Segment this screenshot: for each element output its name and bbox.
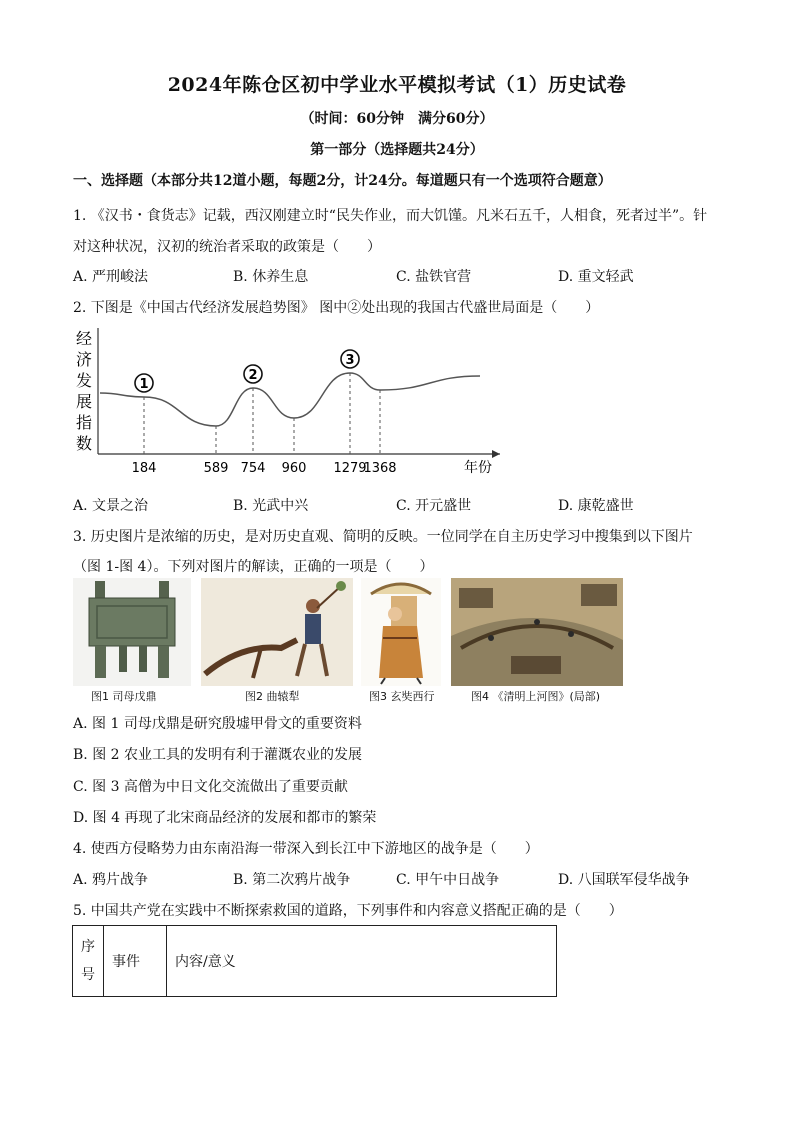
x-axis-arrow xyxy=(492,450,500,458)
q5-table xyxy=(72,925,557,997)
figure-3 xyxy=(361,578,441,703)
q5-header-index-text xyxy=(81,933,95,989)
q1-options xyxy=(73,266,733,286)
economy-trend-chart xyxy=(70,328,510,482)
q5-header-content: 内容/意义 xyxy=(167,926,557,997)
figure-2 xyxy=(201,578,353,703)
q3-stem-line1: 3. 历史图片是浓缩的历史，是对历史直观、简明的反映。一位同学在自主历史学习中搜集到以下图片 xyxy=(73,529,693,545)
q4-stem-line1: 4. 使西方侵略势力由东南沿海一带深入到长江中下游地区的战争是（ ） xyxy=(73,841,539,857)
x-tick-labels xyxy=(132,461,397,476)
marker-label-3: 3 xyxy=(345,353,355,368)
marker-label-1: 1 xyxy=(139,377,149,392)
q1-stem-line1: 1. 《汉书・食货志》记载，西汉刚建立时“民失作业，而大饥馑。凡米石五千，人相食，死者过半”。针 xyxy=(73,208,708,224)
x-tick-1279: 1279 xyxy=(333,461,367,476)
q2-options xyxy=(73,495,733,515)
trend-line xyxy=(100,373,480,426)
q3-option-a[interactable]: A. 图 1 司母戊鼎是研究殷墟甲骨文的重要资料 xyxy=(73,716,362,732)
chart-svg xyxy=(70,328,510,478)
x-tick-960: 960 xyxy=(281,461,307,476)
figure-1-caption: 图1 司母戊鼎 xyxy=(91,690,157,703)
q5-header-event: 事件 xyxy=(104,926,167,997)
q2-option-a[interactable]: A. 文景之治 xyxy=(73,498,149,514)
page-title: 2024年陈仓区初中学业水平模拟考试（1）历史试卷 xyxy=(167,74,627,96)
ylabel-char-1: 济 xyxy=(75,350,93,369)
section-heading: 一、选择题（本部分共12道小题，每题2分，计24分。每道题只有一个选项符合题意） xyxy=(73,173,612,189)
chart-ylabel xyxy=(76,329,92,453)
q4-options xyxy=(73,869,733,889)
ylabel-char-2: 发 xyxy=(75,371,93,390)
tick-guides xyxy=(144,373,380,454)
q3-stem-line2: （图 1-图 4）。下列对图片的解读，正确的一项是（ ） xyxy=(73,559,434,575)
exam-time-info: （时间：60分钟 满分60分） xyxy=(300,111,494,127)
curved-plow-image xyxy=(201,578,353,686)
x-tick-589: 589 xyxy=(203,461,229,476)
ylabel-char-4: 指 xyxy=(75,413,93,432)
chart-xlabel: 年份 xyxy=(464,460,492,476)
q1-stem-line2: 对这种状况，汉初的统治者采取的政策是（ ） xyxy=(73,239,381,255)
figure-4-caption: 图4 《清明上河图》(局部) xyxy=(471,690,601,703)
q3-figures xyxy=(73,578,633,708)
marker-label-2: 2 xyxy=(248,368,258,383)
q4-option-b[interactable]: B. 第二次鸦片战争 xyxy=(233,872,351,888)
qingming-scroll-image xyxy=(451,578,623,686)
q1-option-d[interactable]: D. 重文轻武 xyxy=(558,269,634,285)
q1-option-a[interactable]: A. 严刑峻法 xyxy=(73,269,149,285)
ylabel-char-3: 展 xyxy=(75,392,93,411)
q2-stem-line1: 2. 下图是《中国古代经济发展趋势图》 图中②处出现的我国古代盛世局面是（ ） xyxy=(73,300,600,316)
part-heading: 第一部分（选择题共24分） xyxy=(310,142,484,158)
q5-header-index xyxy=(73,926,104,997)
q3-option-b[interactable]: B. 图 2 农业工具的发明有利于灌溉农业的发展 xyxy=(73,747,362,763)
q5-header-index-char-1: 号 xyxy=(81,967,95,983)
q3-option-c[interactable]: C. 图 3 高僧为中日文化交流做出了重要贡献 xyxy=(73,779,348,795)
q4-option-a[interactable]: A. 鸦片战争 xyxy=(73,872,149,888)
q1-option-b[interactable]: B. 休养生息 xyxy=(233,269,309,285)
ylabel-char-5: 数 xyxy=(75,434,93,453)
xuanzang-image xyxy=(361,578,441,686)
q3-option-d[interactable]: D. 图 4 再现了北宋商品经济的发展和都市的繁荣 xyxy=(73,810,377,826)
figure-4 xyxy=(451,578,623,703)
table-row xyxy=(73,926,557,997)
period-markers xyxy=(135,350,359,392)
figure-3-caption: 图3 玄奘西行 xyxy=(369,690,435,703)
x-tick-754: 754 xyxy=(240,461,266,476)
q2-option-c[interactable]: C. 开元盛世 xyxy=(396,498,472,514)
bronze-ding-image xyxy=(73,578,191,686)
q2-option-b[interactable]: B. 光武中兴 xyxy=(233,498,309,514)
q4-option-d[interactable]: D. 八国联军侵华战争 xyxy=(558,872,690,888)
q1-option-c[interactable]: C. 盐铁官营 xyxy=(396,269,472,285)
q4-option-c[interactable]: C. 甲午中日战争 xyxy=(396,872,500,888)
q2-option-d[interactable]: D. 康乾盛世 xyxy=(558,498,634,514)
q5-stem-line1: 5. 中国共产党在实践中不断探索救国的道路，下列事件和内容意义搭配正确的是（ ） xyxy=(73,903,623,919)
x-tick-1368: 1368 xyxy=(363,461,397,476)
x-tick-184: 184 xyxy=(131,461,157,476)
figure-1 xyxy=(73,578,191,703)
q5-header-index-char-0: 序 xyxy=(81,939,95,955)
figure-2-caption: 图2 曲辕犁 xyxy=(245,690,300,703)
ylabel-char-0: 经 xyxy=(75,329,93,348)
